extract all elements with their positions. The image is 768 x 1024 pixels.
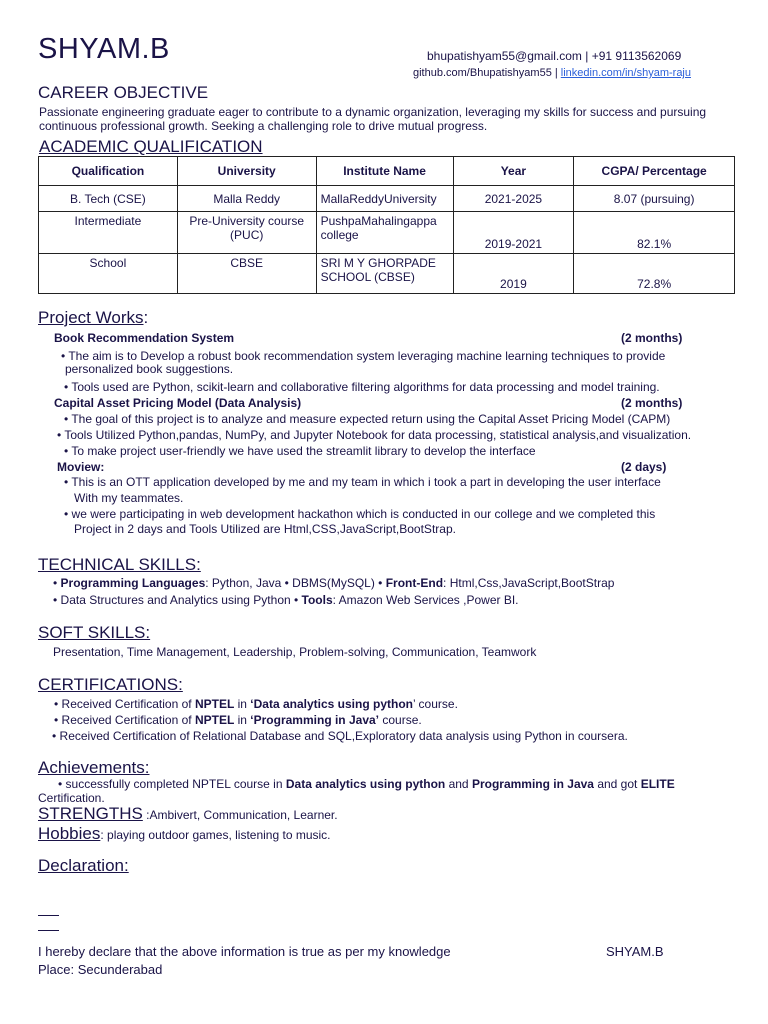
cell-institute: PushpaMahalingappa college	[316, 212, 453, 254]
projects-heading-text: Project Works	[38, 308, 144, 327]
technical-skills-line-1	[53, 576, 614, 590]
candidate-name: SHYAM.B	[38, 33, 170, 65]
technical-skills-line-2	[53, 593, 519, 607]
cell-university: Pre-University course (PUC)	[177, 212, 316, 254]
profile-links	[413, 67, 691, 79]
strengths-heading: STRENGTHS	[38, 804, 143, 823]
certification-item: • Received Certification of Relational Database and SQL,Exploratory data analysis using Python in coursera.	[52, 729, 628, 743]
project-3-bullet-2: • we were participating in web development hackathon which is conducted in our college and we completed this	[64, 507, 656, 521]
certification-item	[54, 697, 458, 711]
achievement-and: and	[445, 777, 472, 791]
cert-1-in: in	[234, 697, 251, 711]
cert-1-text: • Received Certification of	[54, 697, 195, 711]
achievement-course-2: Programming in Java	[471, 777, 594, 791]
projects-heading	[38, 308, 148, 328]
career-objective-heading: CAREER OBJECTIVE	[38, 83, 209, 102]
project-3-bullet-1: • This is an OTT application developed by me and my team in which i took a part in developing the user interface	[64, 475, 661, 489]
objective-line-2: continuous professional growth. Seeking a challenging role to drive mutual progress.	[39, 119, 488, 133]
project-1-bullet-1: • The aim is to Develop a robust book recommendation system leveraging machine learning techniques to provide	[61, 349, 666, 363]
project-2-bullet-3: • To make project user-friendly we have used the streamlit library to develop the interface	[64, 444, 536, 458]
cell-university: CBSE	[177, 254, 316, 294]
project-1-bullet-2: • Tools used are Python, scikit-learn and collaborative filtering algorithms for data processing and model training.	[64, 380, 660, 394]
cell-score: 72.8%	[574, 254, 735, 294]
tech-line1-bullet: •	[53, 576, 61, 590]
cert-1-course: ‘Data analytics using python	[250, 697, 413, 711]
hobbies-line	[38, 824, 331, 844]
cell-year: 2019-2021	[453, 212, 574, 254]
achievement-got: and got	[593, 777, 641, 791]
cert-2-text: • Received Certification of	[54, 713, 195, 727]
qualification-table	[38, 156, 735, 294]
project-3-bullet-2-cont: Project in 2 days and Tools Utilized are Html,CSS,JavaScript,BootStrap.	[74, 522, 456, 536]
project-2-bullet-1: • The goal of this project is to analyze and measure expected return using the Capital Asset Pricing Model (CAPM)	[64, 412, 671, 426]
email-phone: bhupatishyam55@gmail.com | +91 9113562069	[427, 49, 682, 63]
cell-institute: MallaReddyUniversity	[316, 186, 453, 212]
table-row	[39, 186, 735, 212]
cell-score: 8.07 (pursuing)	[574, 186, 735, 212]
table-row	[39, 254, 735, 294]
technical-skills-heading: TECHNICAL SKILLS:	[38, 555, 201, 574]
certification-item	[54, 713, 422, 727]
achievement-text: • successfully completed NPTEL course in	[58, 777, 286, 791]
project-1-duration: (2 months)	[621, 331, 683, 345]
strengths-line	[38, 804, 338, 824]
project-3-bullet-1-cont: With my teammates.	[74, 491, 184, 505]
project-3-title: Moview:	[57, 460, 105, 474]
cert-2-suffix: course.	[379, 713, 422, 727]
cell-qualification: School	[39, 254, 178, 294]
cert-2-in: in	[234, 713, 251, 727]
achievements-heading: Achievements:	[38, 758, 150, 777]
cell-year: 2021-2025	[453, 186, 574, 212]
project-2-bullet-2: • Tools Utilized Python,pandas, NumPy, and Jupyter Notebook for data processing, statistical analysis,and visualization.	[57, 428, 692, 442]
academic-heading: ACADEMIC QUALIFICATION	[39, 137, 263, 156]
divider	[38, 915, 59, 916]
tech-line2-tools: : Amazon Web Services ,Power BI.	[332, 593, 519, 607]
place: Place: Secunderabad	[38, 962, 163, 977]
cert-1-suffix: ’ course.	[413, 697, 458, 711]
cert-1-provider: NPTEL	[194, 697, 235, 711]
table-row	[39, 212, 735, 254]
certifications-heading: CERTIFICATIONS:	[38, 675, 183, 694]
cert-2-course: ‘Programming in Java’	[250, 713, 380, 727]
cell-qualification: Intermediate	[39, 212, 178, 254]
column-header: Institute Name	[316, 157, 453, 186]
cert-2-provider: NPTEL	[194, 713, 235, 727]
github-text: github.com/Bhupatishyam55 |	[413, 67, 561, 79]
hobbies-text: : playing outdoor games, listening to music.	[100, 828, 331, 842]
soft-skills-heading: SOFT SKILLS:	[38, 623, 151, 642]
tech-line1-label-languages: Programming Languages	[60, 576, 206, 590]
achievement-line-2: Certification.	[38, 791, 105, 805]
column-header: University	[177, 157, 316, 186]
projects-heading-colon: :	[143, 308, 149, 327]
project-2-title: Capital Asset Pricing Model (Data Analysis)	[54, 396, 302, 410]
declaration-heading: Declaration:	[38, 856, 129, 875]
achievement-line-1	[58, 777, 675, 791]
tech-line1-label-frontend: Front-End	[385, 576, 444, 590]
tech-line2-label-tools: Tools	[301, 593, 333, 607]
cell-university: Malla Reddy	[177, 186, 316, 212]
divider	[38, 930, 59, 931]
cell-year: 2019	[453, 254, 574, 294]
project-1-title: Book Recommendation System	[54, 331, 235, 345]
project-1-bullet-1-cont: personalized book suggestions.	[65, 362, 234, 376]
signature-name: SHYAM.B	[606, 944, 664, 959]
column-header: CGPA/ Percentage	[574, 157, 735, 186]
achievement-course-1: Data analytics using python	[285, 777, 446, 791]
tech-line1-languages: : Python, Java • DBMS(MySQL) •	[205, 576, 386, 590]
linkedin-link[interactable]: linkedin.com/in/shyam-raju	[560, 67, 691, 79]
cell-institute: SRI M Y GHORPADE SCHOOL (CBSE)	[316, 254, 453, 294]
cell-score: 82.1%	[574, 212, 735, 254]
table-header-row	[39, 157, 735, 186]
soft-skills-text: Presentation, Time Management, Leadership, Problem-solving, Communication, Teamwork	[53, 645, 537, 659]
project-3-duration: (2 days)	[621, 460, 667, 474]
cell-qualification: B. Tech (CSE)	[39, 186, 178, 212]
achievement-grade: ELITE	[640, 777, 675, 791]
tech-line2-text: • Data Structures and Analytics using Python •	[53, 593, 302, 607]
tech-line1-frontend: : Html,Css,JavaScript,BootStrap	[443, 576, 615, 590]
hobbies-heading: Hobbies	[38, 824, 101, 843]
declaration-text: I hereby declare that the above information is true as per my knowledge	[38, 944, 451, 959]
column-header: Qualification	[39, 157, 178, 186]
objective-line-1: Passionate engineering graduate eager to contribute to a dynamic organization, leveraging my skills for success and pursuing	[39, 105, 707, 119]
project-2-duration: (2 months)	[621, 396, 683, 410]
strengths-text: :Ambivert, Communication, Learner.	[142, 808, 338, 822]
column-header: Year	[453, 157, 574, 186]
